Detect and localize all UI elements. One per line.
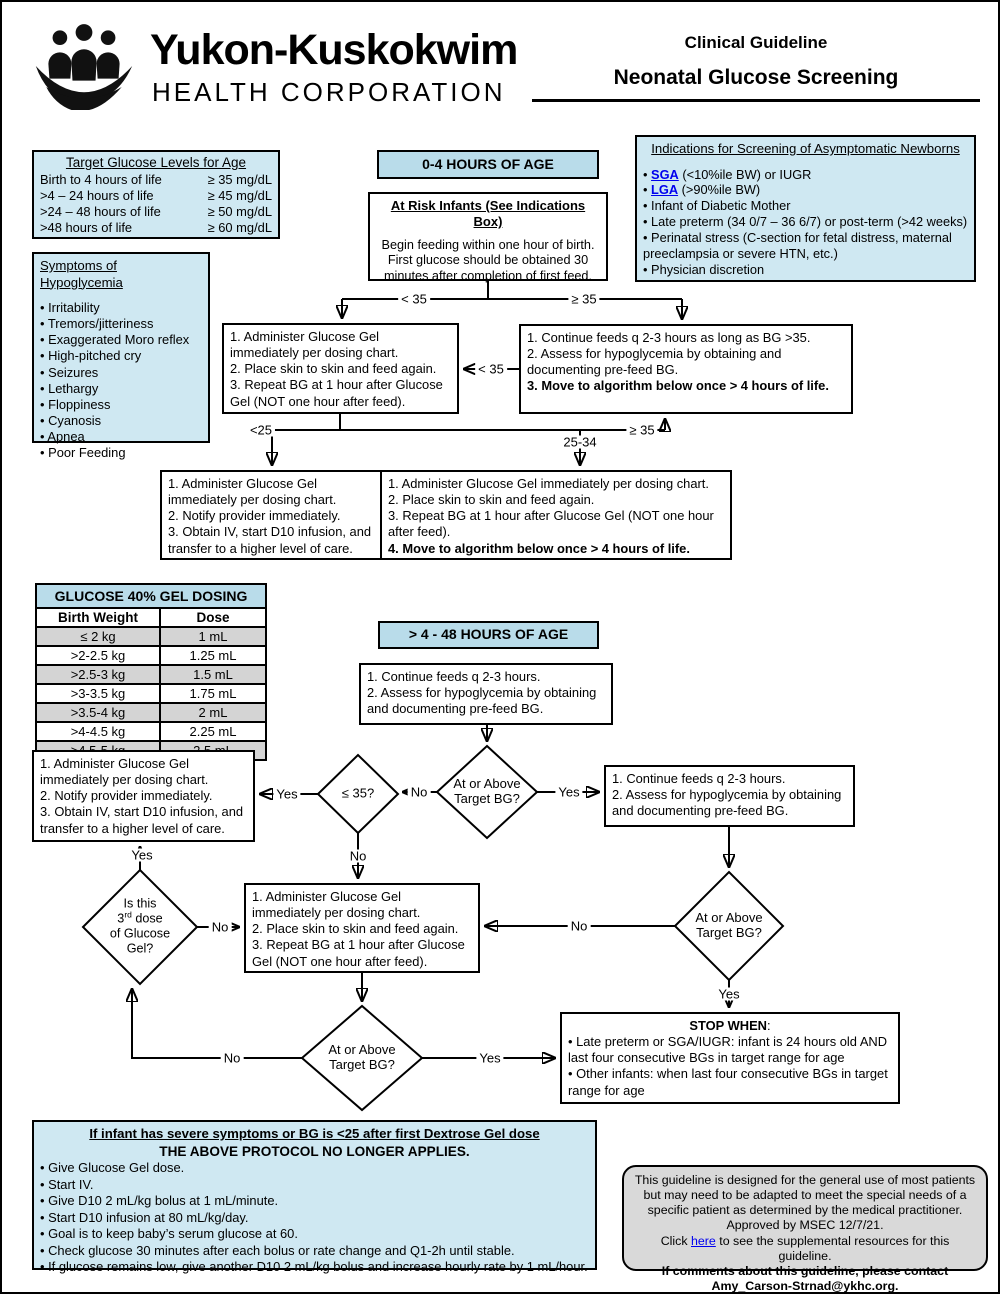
indication-text: (<10%ile BW) or IUGR [678,166,812,182]
weight-cell: ≤ 2 kg [36,627,160,646]
indication-item: • Late preterm (34 0/7 – 36 6/7) or post-term (>42 weeks) [643,214,968,230]
table-row [36,646,266,665]
target-row-label: Birth to 4 hours of life [40,171,162,187]
title-rule [532,99,980,102]
doc-type: Clinical Guideline [684,33,828,52]
branch-label-lt25: <25 [247,424,275,437]
org-name: Yukon-Kuskokwim [150,26,518,74]
target-row [40,172,272,188]
continue-feeds-box-2 [359,663,613,725]
bullet: • [643,182,652,198]
symptom-item: • Lethargy [40,380,99,396]
branch-label-yes: Yes [476,1052,503,1065]
branch-label-yes: Yes [715,988,742,1001]
stop-when-box [560,1012,900,1104]
step: 1. Administer Glucose Gel immediately per dosing chart. [388,476,709,491]
branch-label-no: No [568,920,591,933]
severe-title-1: If infant has severe symptoms or BG is <25 after first Dextrose Gel dose [89,1126,540,1141]
indication-item-lga [643,182,968,198]
line: Gel? [126,941,154,956]
dose-cell: 2.25 mL [160,722,266,741]
branch-label-yes: Yes [273,788,300,801]
indication-item: • Physician discretion [643,262,765,278]
line: At or Above [695,910,763,926]
step: 2. Assess for hypoglycemia by obtaining and documenting pre-feed BG. [527,346,782,378]
branch-label-no: No [347,850,370,863]
weight-cell: >3.5-4 kg [36,703,160,722]
target-row [40,188,272,204]
bullet: • [643,166,652,182]
section1-header: 0-4 HOURS OF AGE [377,150,599,179]
target-row-label: >24 – 48 hours of life [40,204,161,220]
dose-cell: 1 mL [160,627,266,646]
step: 2. Assess for hypoglycemia by obtaining and documenting pre-feed BG. [367,685,597,717]
decision-le35-label: ≤ 35? [341,785,375,801]
iv-transfer-box-2 [32,750,255,842]
line: Target BG? [696,925,762,940]
stop-when-title-colon: : [767,1018,771,1033]
line: of Glucose [109,926,171,941]
severe-item: • Start IV. [40,1176,94,1192]
dose-cell: 1.25 mL [160,646,266,665]
disclaimer-text: This guideline is designed for the general use of most patients but may need to be adapted to meet the special needs of a specific patient as determined by the medical practitioner. [634,1173,976,1218]
symptom-item: • High-pitched cry [40,348,142,364]
table-row [36,665,266,684]
step: 1. Administer Glucose Gel immediately per dosing chart. [230,329,399,361]
target-glucose-box [32,150,280,239]
dosing-col-weight: Birth Weight [36,608,160,627]
symptom-item: • Poor Feeding [40,445,126,461]
txt: 3 [117,912,125,927]
line [110,911,170,927]
step: 1. Administer Glucose Gel immediately per dosing chart. [252,889,421,921]
step: 3. Repeat BG at 1 hour after Glucose Gel (NOT one hour after feed). [388,508,714,540]
step-bold: 3. Move to algorithm below once > 4 hours of life. [527,378,829,394]
step: 3. Repeat BG at 1 hour after Glucose Gel (NOT one hour after feed). [230,377,443,409]
table-row [36,684,266,703]
severe-title-2: THE ABOVE PROTOCOL NO LONGER APPLIES. [159,1143,470,1159]
gel-box-1 [222,323,459,414]
step: 3. Obtain IV, start D10 infusion, and transfer to a higher level of care. [40,804,244,836]
symptom-item: • Cyanosis [40,412,102,428]
step: 1. Continue feeds q 2-3 hours as long as BG >35. [527,330,811,345]
gel-box-3 [244,883,480,973]
iv-transfer-box-1 [160,470,384,560]
page-title: Neonatal Glucose Screening [613,66,899,89]
symptom-item: • Tremors/jitteriness [40,316,154,332]
weight-cell: >3-3.5 kg [36,684,160,703]
branch-label-no: No [221,1052,244,1065]
severe-item: • Goal is to keep baby’s serum glucose at 60. [40,1226,298,1242]
stop-when-title [568,1018,892,1034]
disclaimer-link-line [634,1234,976,1264]
section2-header: > 4 - 48 HOURS OF AGE [378,621,599,649]
org-subname: HEALTH CORPORATION [152,77,506,107]
branch-label-lt35: < 35 [398,293,430,306]
indication-item: • Infant of Diabetic Mother [643,198,791,214]
branch-label-gte35: ≥ 35 [568,293,599,306]
stop-item: • Late preterm or SGA/IUGR: infant is 24 hours old AND last four consecutive BGs in target range for age [568,1034,888,1066]
branch-label-no: No [408,786,431,799]
table-row [36,627,266,646]
decision-third-dose-label [110,896,170,955]
step: 1. Continue feeds q 2-3 hours. [612,771,786,786]
stop-item: • Other infants: when last four consecutive BGs in target range for age [568,1066,888,1098]
weight-cell: >2-2.5 kg [36,646,160,665]
at-risk-body: Begin feeding within one hour of birth. First glucose should be obtained 30 minutes after completion of first feed. [381,237,595,284]
branch-label-yes: Yes [555,786,582,799]
disclaimer-contact: If comments about this guideline, please contact Amy_Carson-Strnad@ykhc.org. [661,1263,949,1293]
step: 1. Continue feeds q 2-3 hours. [367,669,541,684]
decision-target2-label [695,911,762,941]
severe-item: • Give D10 2 mL/kg bolus at 1 mL/minute. [40,1193,279,1209]
branch-label-gte35: ≥ 35 [626,424,657,437]
dosing-table-title: GLUCOSE 40% GEL DOSING [36,584,266,608]
supplemental-resources-link[interactable]: here [691,1233,716,1248]
indication-item: • Perinatal stress (C-section for fetal distress, maternal preeclampsia or severe HTN, etc.) [643,230,952,262]
line: Is this [123,896,157,911]
stop-when-title-bold: STOP WHEN [689,1018,767,1033]
continue-feeds-box-3 [604,765,855,827]
gel-box-2 [380,470,732,560]
step: 3. Obtain IV, start D10 infusion, and transfer to a higher level of care. [168,524,372,556]
line: At or Above [453,776,521,792]
branch-label-yes: Yes [128,849,155,862]
target-row [40,220,272,236]
target-row-label: >48 hours of life [40,220,133,236]
line: At or Above [328,1042,396,1058]
indication-text: (>90%ile BW) [678,182,761,198]
weight-cell: >4-4.5 kg [36,722,160,741]
target-glucose-title: Target Glucose Levels for Age [65,155,247,170]
target-row [40,204,272,220]
branch-label-no: No [209,921,232,934]
indication-item-sga [643,167,968,183]
symptom-item: • Exaggerated Moro reflex [40,332,190,348]
step: 2. Place skin to skin and feed again. [230,361,437,377]
severe-item: • If glucose remains low, give another D10 2 mL/kg bolus and increase hourly rate by 1 mL/hour. [40,1259,588,1275]
target-row-value: ≥ 50 mg/dL [207,204,272,220]
step: 2. Place skin to skin and feed again. [252,921,459,937]
txt: to see the supplemental resources for this guideline. [715,1233,950,1263]
symptoms-title: Symptoms of Hypoglycemia [40,258,123,290]
target-row-label: >4 – 24 hours of life [40,188,154,203]
dosing-col-dose: Dose [160,608,266,627]
step: 2. Assess for hypoglycemia by obtaining and documenting pre-feed BG. [612,787,842,819]
step: 2. Notify provider immediately. [168,508,341,524]
target-row-value: ≥ 45 mg/dL [207,188,272,203]
step: 1. Administer Glucose Gel immediately per dosing chart. [168,476,337,508]
dose-cell: 1.75 mL [160,684,266,703]
step: 3. Repeat BG at 1 hour after Glucose Gel (NOT one hour after feed). [252,937,465,969]
line: Target BG? [329,1057,395,1072]
ykhc-logo [30,22,138,110]
dose-cell: 1.5 mL [160,665,266,684]
lga-link[interactable]: LGA [651,182,679,198]
severe-symptoms-box [32,1120,597,1275]
ordinal-suffix: rd [124,909,132,920]
weight-cell: >2.5-3 kg [36,665,160,684]
continue-feeds-box-1 [519,324,853,414]
gel-dosing-table [35,583,267,761]
symptom-item: • Seizures [40,364,99,380]
step: 2. Place skin to skin and feed again. [388,492,595,508]
txt: Click [660,1233,691,1248]
table-row [36,722,266,741]
severe-item: • Check glucose 30 minutes after each bolus or rate change and Q1-2h until stable. [40,1242,515,1258]
disclaimer-box [622,1165,988,1293]
indications-box [635,135,976,282]
symptom-item: • Floppiness [40,396,111,412]
symptoms-box [32,252,210,461]
at-risk-title: At Risk Infants (See Indications Box) [390,198,586,230]
symptom-item: • Apnea [40,429,85,444]
decision-target1-label [453,777,520,807]
decision-target3-label [328,1043,395,1073]
txt: dose [131,912,163,927]
step-bold: 4. Move to algorithm below once > 4 hours of life. [388,540,690,556]
sga-link[interactable]: SGA [651,166,679,182]
table-row [36,703,266,722]
step: 2. Notify provider immediately. [40,788,213,804]
disclaimer-approval: Approved by MSEC 12/7/21. [726,1218,884,1233]
dose-cell: 2 mL [160,703,266,722]
line: Target BG? [454,791,520,806]
indications-title: Indications for Screening of Asymptomatic Newborns [651,141,960,156]
target-row-value: ≥ 60 mg/dL [207,220,272,236]
severe-item: • Start D10 infusion at 80 mL/kg/day. [40,1209,249,1225]
target-row-value: ≥ 35 mg/dL [207,171,272,187]
branch-label-25-34: 25-34 [560,436,599,449]
branch-label-lt35: < 35 [475,363,507,376]
severe-item: • Give Glucose Gel dose. [40,1160,185,1176]
symptom-item: • Irritability [40,300,100,315]
at-risk-box [368,192,608,284]
step: 1. Administer Glucose Gel immediately per dosing chart. [40,756,209,788]
